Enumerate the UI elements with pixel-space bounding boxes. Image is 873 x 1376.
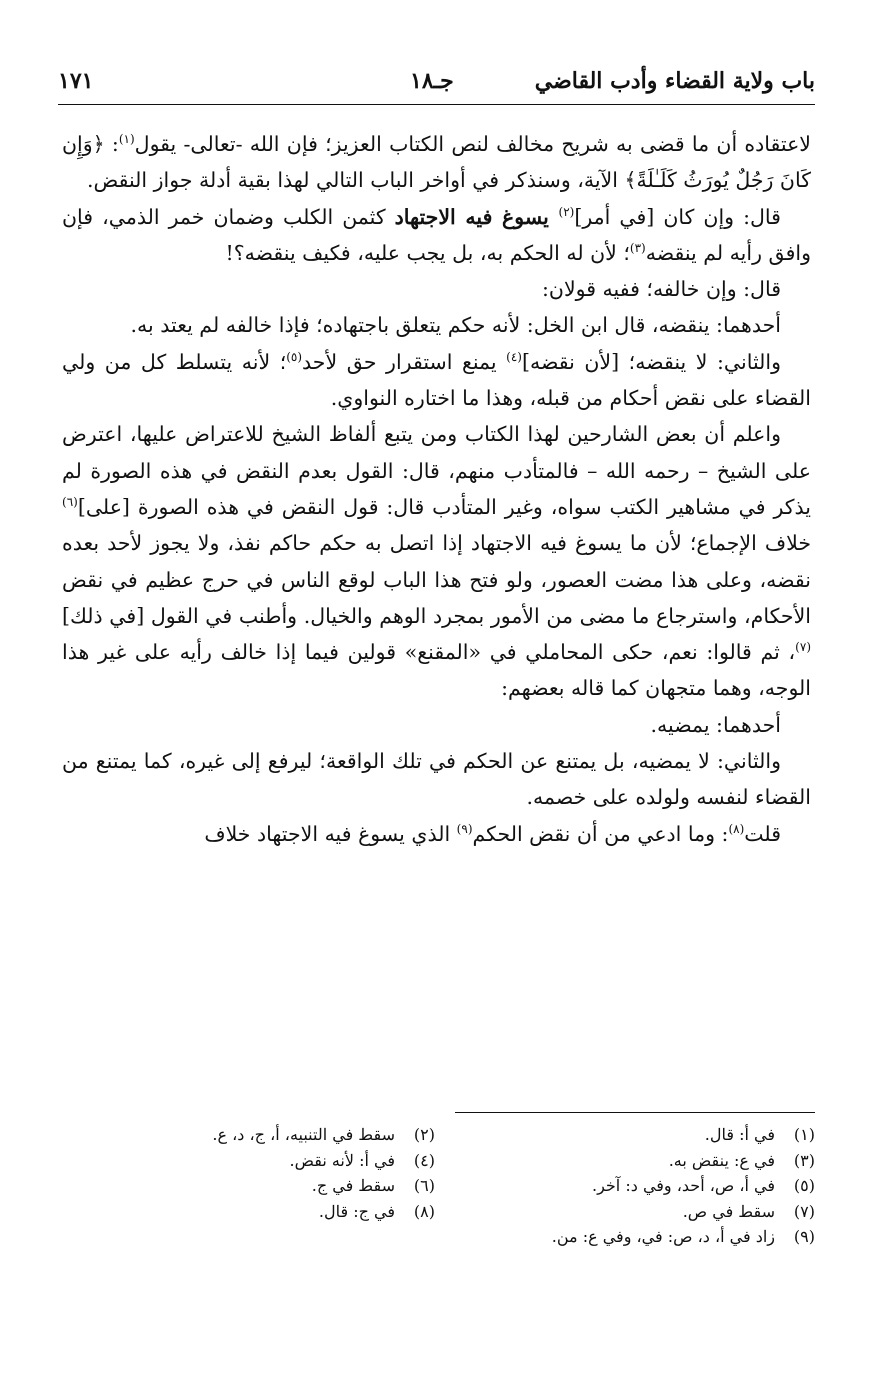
footnote-ref: (٣) <box>629 241 646 256</box>
footnote-number: (٧) <box>793 1201 815 1221</box>
text-segment: خلاف الإجماع؛ لأن ما يسوغ فيه الاجتهاد إذا اتصل به حكم حاكم نفذ، ولا يجوز لأحد بعده نقضه، وعلى هذا مضت العصور، ولو فتح هذا الباب لوقع الناس في حرج عظيم في نقض الأحكام، واسترجاع ما مضى من الأمور بمجرد الوهم والخيال. وأطنب في القول [في ذلك] <box>62 531 811 628</box>
footnote-ref: (١) <box>118 132 135 147</box>
footnote-item <box>445 1148 815 1174</box>
footnote-ref: (٢) <box>558 204 575 219</box>
page-number: ١٧١ <box>58 68 94 94</box>
footnote-ref: (٥) <box>286 349 303 364</box>
text-segment: قلت <box>744 821 781 846</box>
running-header <box>58 58 815 105</box>
text-segment: أحدهما: ينقضه، قال ابن الخل: لأنه حكم يتعلق باجتهاده؛ فإذا خالفه لم يعتد به. <box>130 313 781 338</box>
text-segment: يمنع استقرار حق لأحد <box>302 349 507 374</box>
footnote-divider <box>455 1112 815 1113</box>
main-text <box>62 126 811 1086</box>
footnote-number: (٥) <box>793 1176 815 1196</box>
footnote-ref: (٨) <box>728 821 745 836</box>
text-segment: والثاني: لا يمضيه، بل يمتنع عن الحكم في تلك الواقعة؛ ليرفع إلى غيره، كما يمتنع من القضاء لنفسه ولولده على خصمه. <box>62 749 811 810</box>
footnote-item <box>80 1148 435 1174</box>
text-segment: ؛ لأنه يتسلط كل من ولي القضاء على نقض أحكام من قبله، وهذا ما اختاره النواوي. <box>62 349 811 411</box>
footnote-text: في ع: ينقض به. <box>668 1150 775 1170</box>
text-segment: الذي يسوغ فيه الاجتهاد خلاف <box>204 821 457 846</box>
footnote-number: (٩) <box>793 1227 815 1247</box>
chapter-title: باب ولاية القضاء وأدب القاضي <box>534 68 815 94</box>
paragraph-2 <box>62 199 811 272</box>
bold-matn-text: يسوغ فيه الاجتهاد <box>394 204 559 229</box>
footnotes-left-column <box>80 1122 435 1224</box>
footnote-text: زاد في أ، د، ص: في، وفي ع: من. <box>551 1227 775 1247</box>
text-segment: أحدهما: يمضيه. <box>650 712 781 737</box>
paragraph-7 <box>62 707 811 743</box>
footnote-text: في ج: قال. <box>318 1201 395 1221</box>
footnote-text: سقط في التنبيه، أ، ج، د، ع. <box>212 1125 395 1144</box>
footnote-text: في أ: قال. <box>704 1125 775 1144</box>
text-segment: لاعتقاده أن ما قضى به شريح مخالف لنص الكتاب العزيز؛ فإن الله -تعالى- يقول <box>134 132 811 156</box>
footnotes-right-column <box>445 1122 815 1250</box>
text-segment: ؛ لأن له الحكم به، بل يجب عليه، فكيف ينقضه؟! <box>225 240 630 265</box>
text-segment: كثمن الكلب وضمان خمر الذمي، فإن وافق رأيه لم ينقضه <box>62 204 811 265</box>
paragraph-3 <box>62 271 811 307</box>
footnote-item <box>445 1224 815 1250</box>
text-segment: : وما ادعي من أن نقض الحكم <box>472 821 729 846</box>
footnote-item <box>80 1173 435 1199</box>
footnote-ref: (٧) <box>795 640 811 655</box>
paragraph-1 <box>62 126 811 199</box>
footnote-number: (٣) <box>793 1150 815 1170</box>
footnote-item <box>445 1173 815 1199</box>
paragraph-9 <box>62 816 811 852</box>
footnote-text: في أ، ص، أحد، وفي د: آخر. <box>592 1176 775 1196</box>
footnote-text: سقط في ص. <box>682 1201 775 1221</box>
text-segment: والثاني: لا ينقضه؛ [لأن نقضه] <box>521 349 781 374</box>
paragraph-8 <box>62 743 811 816</box>
footnote-text: في أ: لأنه نقض. <box>289 1150 395 1170</box>
footnote-number: (٨) <box>413 1201 435 1221</box>
footnote-number: (٦) <box>413 1176 435 1196</box>
footnote-text: سقط في ج. <box>311 1176 395 1196</box>
footnote-item <box>80 1122 435 1148</box>
footnote-number: (٢) <box>413 1125 435 1144</box>
footnote-number: (١) <box>793 1125 815 1144</box>
paragraph-5 <box>62 344 811 417</box>
footnote-ref: (٦) <box>62 495 78 510</box>
footnote-item <box>445 1122 815 1148</box>
footnote-item <box>445 1199 815 1225</box>
paragraph-4 <box>62 307 811 343</box>
text-segment: : ﴿وَإِن كَانَ رَجُلٌ يُورَثُ كَلَـٰلَةً﴾ الآية، وسنذكر في أواخر الباب التالي لهذا بقية أدلة جواز النقض. <box>62 132 811 193</box>
footnote-ref: (٩) <box>456 821 473 836</box>
text-segment: ، ثم قالوا: نعم، حكى المحاملي في «المقنع» قولين فيما إذا خالف رأيه على غير هذا الوجه، وهما متجهان كما قاله بعضهم: <box>62 640 811 701</box>
footnote-item <box>80 1199 435 1225</box>
text-segment: واعلم أن بعض الشارحين لهذا الكتاب ومن يتبع ألفاظ الشيخ للاعتراض عليها، اعترض على الشيخ – رحمه الله – فالمتأدب منهم، قال: القول بعدم النقض في هذه الصورة لم يذكر في مشاهير الكتب سواه، وغير المتأدب قال: قول النقض في هذه الصورة [على] <box>62 422 811 519</box>
volume-label: جـ١٨ <box>410 68 454 94</box>
paragraph-6 <box>62 416 811 706</box>
text-segment: قال: وإن خالفه؛ ففيه قولان: <box>542 277 781 302</box>
text-segment: قال: وإن كان [في أمر] <box>574 204 781 229</box>
footnote-number: (٤) <box>413 1150 435 1170</box>
footnote-ref: (٤) <box>506 349 522 364</box>
